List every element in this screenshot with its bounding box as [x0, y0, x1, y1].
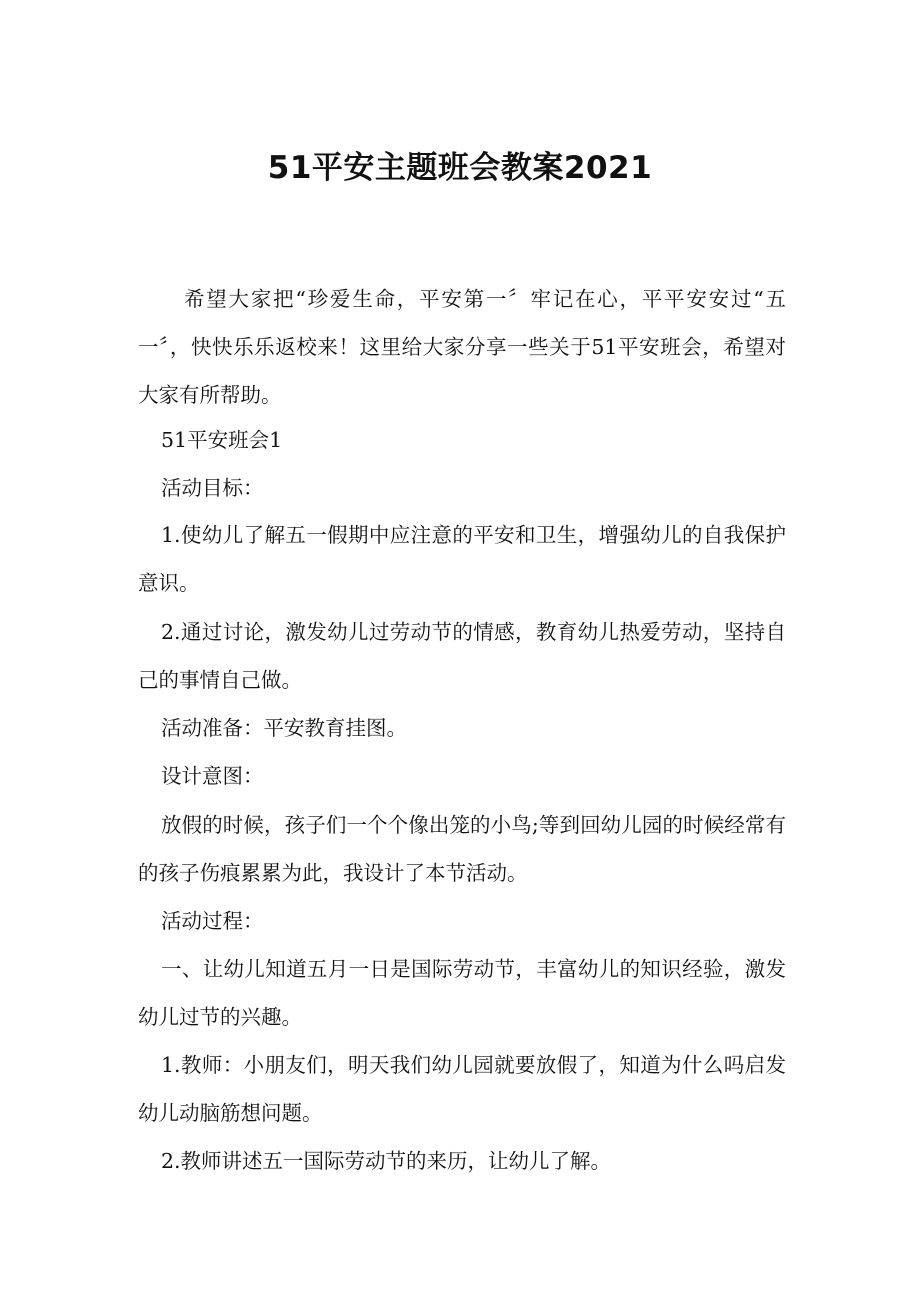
section-heading: 51平安班会1 — [161, 428, 283, 452]
process-item-1: 1.教师：小朋友们，明天我们幼儿园就要放假了，知道为什么吗启发幼儿动脑筋想问题。 — [138, 1053, 786, 1125]
process-item-2: 2.教师讲述五一国际劳动节的来历，让幼儿了解。 — [161, 1149, 612, 1173]
goal-item-2: 2.通过讨论，激发幼儿过劳动节的情感，教育幼儿热爱劳动，坚持自己的事情自己做。 — [138, 620, 786, 692]
document-title: 51平安主题班会教案2021 — [267, 150, 653, 186]
goal-item-1: 1.使幼儿了解五一假期中应注意的平安和卫生，增强幼儿的自我保护意识。 — [138, 523, 786, 595]
process-step-1: 一、让幼儿知道五月一日是国际劳动节，丰富幼儿的知识经验，激发幼儿过节的兴趣。 — [138, 957, 786, 1029]
design-intent-paragraph: 放假的时候，孩子们一个个像出笼的小鸟;等到回幼儿园的时候经常有的孩子伤痕累累为此，我设计了本节活动。 — [138, 813, 786, 885]
activity-goal-heading: 活动目标： — [161, 476, 264, 500]
design-intent-heading: 设计意图： — [161, 764, 264, 788]
activity-preparation: 活动准备：平安教育挂图。 — [161, 716, 407, 740]
intro-paragraph: 希望大家把“珍爱生命，平安第一〞牢记在心，平平安安过“五一〞，快快乐乐返校来！这里给大家分享一些关于51平安班会，希望对大家有所帮助。 — [138, 287, 786, 407]
activity-process-heading: 活动过程： — [161, 909, 264, 933]
